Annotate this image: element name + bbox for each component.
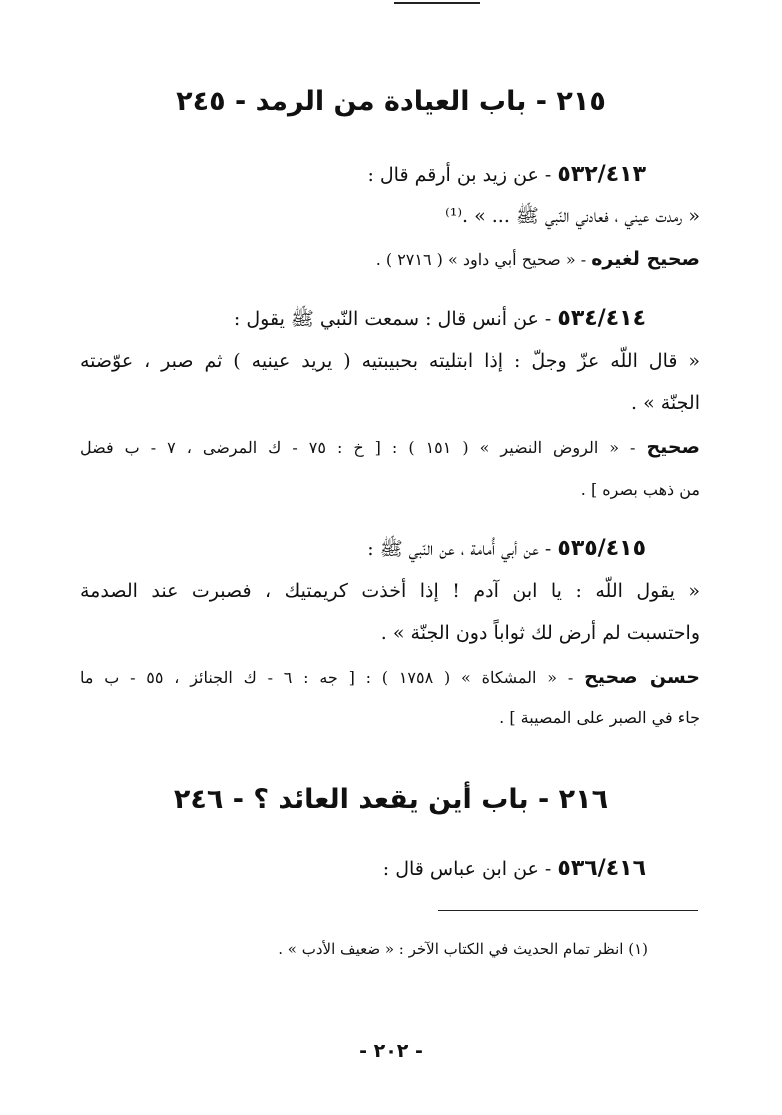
hadith-414-intro-line [234,306,646,335]
hadith-414-text-line-2: الجنّة » . [631,392,700,414]
hadith-414-grade-source-2: من ذهب بصره ] . [580,480,700,499]
hadith-416-intro-line [383,856,646,881]
chapter-216-title: ٢١٦ - باب أين يقعد العائد ؟ - ٢٤٦ [173,784,609,815]
hadith-415-grade-line-1 [80,666,700,688]
footnote-divider [438,910,698,911]
hadith-413-intro-line [367,162,646,187]
hadith-416-intro: - عن ابن عباس قال : [382,858,558,880]
hadith-415-text-line-2: واحتسبت لم أرض لك ثواباً دون الجنّة » . [380,622,700,644]
hadith-415-grade: حسن صحيح [584,666,701,688]
hadith-415-grade-source-1: - « المشكاة » ( ١٧٥٨ ) : [ جه : ٦ - ك الجنائز ، ٥٥ - ب ما [80,668,585,687]
hadith-415-text-line-1: « يقول اللّه : يا ابن آدم ! إذا أخذت كريمتيك ، فصبرت عند الصدمة [80,580,700,602]
hadith-414-grade-source-1: - « الروض النضير » ( ١٥١ ) : [ خ : ٧٥ - ك المرضى ، ٧ - ب فضل [80,438,647,457]
hadith-413-grade: صحيح لغيره [591,248,700,270]
hadith-413-grade-source: - « صحيح أبي داود » ( ٢٧١٦ ) . [375,250,592,269]
chapter-215-title: ٢١٥ - باب العيادة من الرمد - ٢٤٥ [176,86,606,117]
hadith-414-text-line-1: « قال اللّه عزّ وجلّ : إذا ابتليته بحبيبتيه ( يريد عينيه ) ثم صبر ، عوّضته [80,350,700,372]
hadith-413-grade-line [376,248,700,270]
hadith-413-text: « رمدت عيني ، فعادني النّبي ﷺ ... » .⁽¹⁾ [445,205,700,227]
hadith-414-grade-line-1 [80,436,700,458]
hadith-413-number: ٥٣٢/٤١٣ [557,162,646,187]
hadith-414-intro: - عن أنس قال : سمعت النّبي ﷺ يقول : [233,308,558,330]
hadith-414-number: ٥٣٤/٤١٤ [557,306,646,331]
hadith-415-grade-source-2: جاء في الصبر على المصيبة ] . [499,708,700,727]
hadith-416-number: ٥٣٦/٤١٦ [557,856,646,881]
hadith-413-intro: - عن زيد بن أرقم قال : [367,164,558,186]
page-number: - ٢٠٢ - [359,1040,423,1062]
hadith-415-number: ٥٣٥/٤١٥ [557,536,646,561]
top-divider [394,2,480,4]
footnote-text: (١) انظر تمام الحديث في الكتاب الآخر : « ضعيف الأدب » . [278,940,648,958]
hadith-414-grade: صحيح [646,436,700,458]
hadith-415-intro: - عن أبي أُمامة ، عن النّبي ﷺ : [367,538,558,560]
hadith-415-intro-line [367,536,646,565]
